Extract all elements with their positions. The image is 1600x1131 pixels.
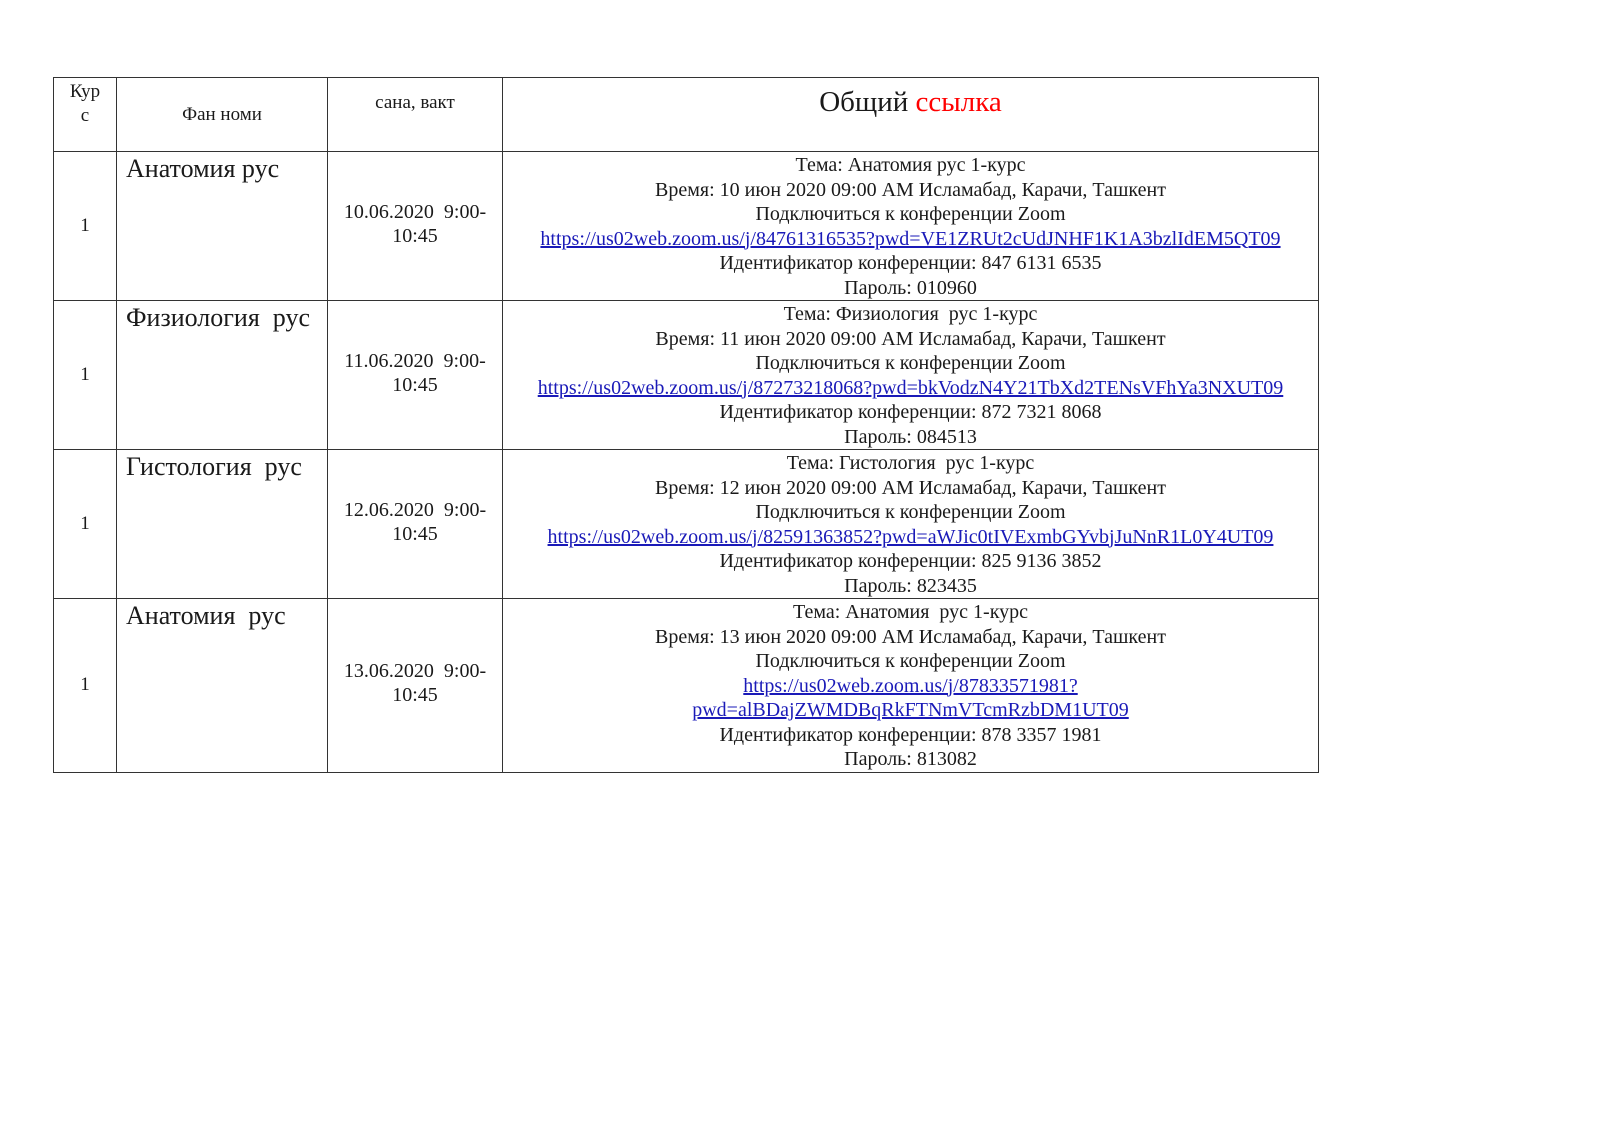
connect-text: Подключиться к конференции Zoom xyxy=(755,352,1066,374)
table-row xyxy=(54,301,1319,450)
zoom-link[interactable]: https://us02web.zoom.us/j/82591363852?pwd=aWJic0tIVExmbGYvbjJuNnR1L0Y4UT09 xyxy=(547,525,1274,548)
password-text: Пароль: 813082 xyxy=(844,748,977,770)
date-cell: 13.06.2020 9:00- 10:45 xyxy=(328,599,503,773)
conference-id-text: Идентификатор конференции: 825 9136 3852 xyxy=(719,550,1102,572)
kurs-cell: 1 xyxy=(54,301,117,450)
topic-text: Тема: Анатомия рус 1-курс xyxy=(792,601,1029,623)
header-link-black: Общий xyxy=(819,86,909,118)
conference-id-text: Идентификатор конференции: 878 3357 1981 xyxy=(719,723,1102,746)
connect-text: Подключиться к конференции Zoom xyxy=(755,203,1066,225)
kurs-cell: 1 xyxy=(54,152,117,301)
subject-cell: Анатомия рус xyxy=(117,152,328,301)
header-kurs: Кур с xyxy=(54,78,117,152)
conference-id-text: Идентификатор конференции: 847 6131 6535 xyxy=(719,252,1102,274)
topic-text: Тема: Гистология рус 1-курс xyxy=(786,452,1035,474)
header-date: сана, вакт xyxy=(328,78,503,152)
subject-cell: Анатомия рус xyxy=(117,599,328,773)
time-text: Время: 10 июн 2020 09:00 AM Исламабад, Карачи, Ташкент xyxy=(655,178,1166,201)
connect-text: Подключиться к конференции Zoom xyxy=(755,650,1066,672)
password-text: Пароль: 084513 xyxy=(844,425,977,448)
zoom-link-line-2[interactable]: pwd=alBDajZWMDBqRkFTNmVTcmRzbDM1UT09 xyxy=(692,699,1129,721)
kurs-cell: 1 xyxy=(54,599,117,773)
table-row xyxy=(54,599,1319,773)
zoom-link[interactable]: https://us02web.zoom.us/j/84761316535?pwd=VE1ZRUt2cUdJNHF1K1A3bzlIdEM5QT09 xyxy=(540,227,1281,250)
password-text: Пароль: 010960 xyxy=(844,276,977,299)
link-cell xyxy=(503,152,1319,301)
time-text: Время: 13 июн 2020 09:00 AM Исламабад, Карачи, Ташкент xyxy=(655,625,1166,648)
conference-id-text: Идентификатор конференции: 872 7321 8068 xyxy=(719,401,1102,423)
link-cell xyxy=(503,450,1319,599)
password-text: Пароль: 823435 xyxy=(844,574,977,597)
date-cell: 11.06.2020 9:00- 10:45 xyxy=(328,301,503,450)
date-cell: 10.06.2020 9:00- 10:45 xyxy=(328,152,503,301)
kurs-cell: 1 xyxy=(54,450,117,599)
table-row xyxy=(54,450,1319,599)
link-cell xyxy=(503,599,1319,773)
header-link-red: ссылка xyxy=(915,86,1002,118)
subject-cell: Гистология рус xyxy=(117,450,328,599)
header-row xyxy=(54,78,1319,152)
time-text: Время: 11 июн 2020 09:00 AM Исламабад, Карачи, Ташкент xyxy=(655,327,1166,350)
header-fan: Фан номи xyxy=(117,78,328,152)
zoom-link-line-1[interactable]: https://us02web.zoom.us/j/87833571981? xyxy=(743,674,1078,697)
subject-cell: Физиология рус xyxy=(117,301,328,450)
schedule-table xyxy=(53,77,1319,773)
link-cell xyxy=(503,301,1319,450)
topic-text: Тема: Физиология рус 1-курс xyxy=(783,303,1038,325)
table-row xyxy=(54,152,1319,301)
topic-text: Тема: Анатомия рус 1-курс xyxy=(795,154,1026,176)
header-link xyxy=(503,78,1319,152)
zoom-link[interactable]: https://us02web.zoom.us/j/87273218068?pwd=bkVodzN4Y21TbXd2TENsVFhYa3NXUT09 xyxy=(537,376,1284,399)
date-cell: 12.06.2020 9:00- 10:45 xyxy=(328,450,503,599)
time-text: Время: 12 июн 2020 09:00 AM Исламабад, Карачи, Ташкент xyxy=(655,476,1166,499)
connect-text: Подключиться к конференции Zoom xyxy=(755,501,1066,523)
